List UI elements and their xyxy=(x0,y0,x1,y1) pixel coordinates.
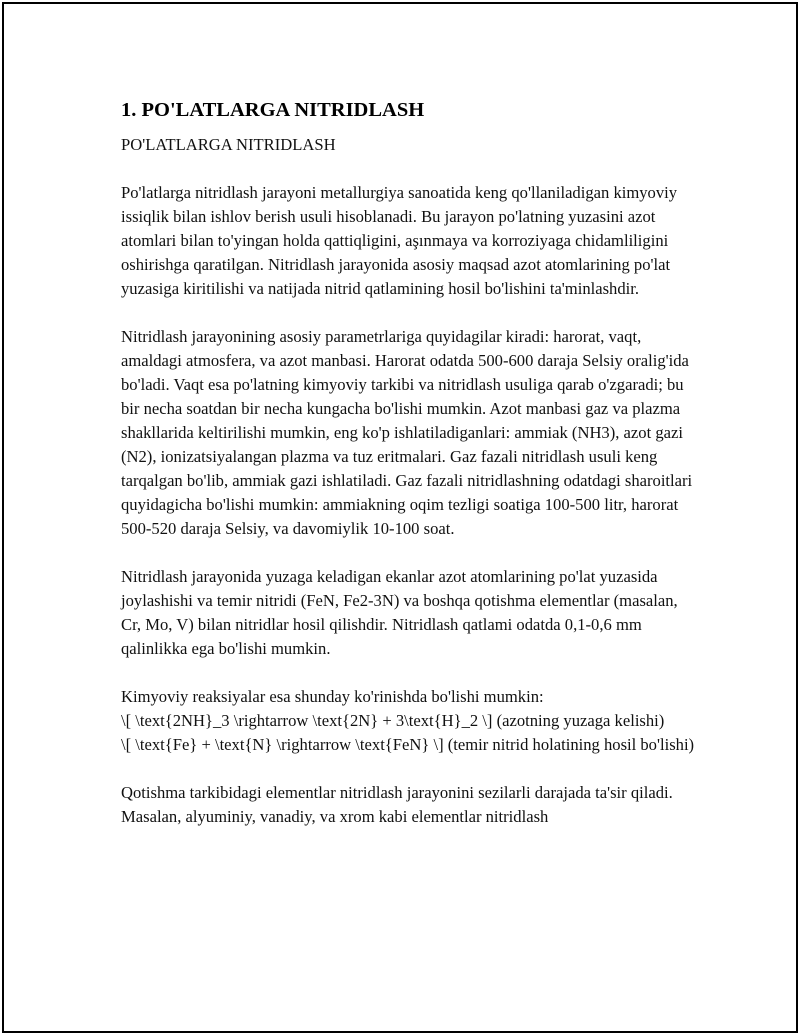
reactions-block xyxy=(121,685,701,757)
reactions-intro: Kimyoviy reaksiyalar esa shunday ko'rinishda bo'lishi mumkin: xyxy=(121,687,544,706)
document-heading: 1. PO'LATLARGA NITRIDLASH xyxy=(121,99,425,121)
paragraph-parameters: Nitridlash jarayonining asosiy parametrlariga quyidagilar kiradi: harorat, vaqt, amaldagi atmosfera, va azot manbasi. Harorat odatda 500-600 daraja Selsiy oralig'ida bo'ladi. Vaqt esa po'latning kimyoviy tarkibi va nitridlash usuliga qarab o'zgaradi; bu bir necha soatdan bir necha kungacha bo'lishi mumkin. Azot manbasi gaz va plazma shakllarida keltirilishi mumkin, eng ko'p ishlatiladiganlari: ammiak (NH3), azot gazi (N2), ionizatsiyalangan plazma va tuz eritmalari. Gaz fazali nitridlash usuli keng tarqalgan bo'lib, ammiak gazi ishlatiladi. Gaz fazali nitridlashning odatdagi sharoitlari quyidagicha bo'lishi mumkin: ammiakning oqim tezligi soatiga 100-500 litr, harorat 500-520 daraja Selsiy, va davomiylik 10-100 soat. xyxy=(121,327,693,538)
paragraph-intro: Po'latlarga nitridlash jarayoni metallurgiya sanoatida keng qo'llaniladigan kimyoviy issiqlik bilan ishlov berish usuli hisoblanadi. Bu jarayon po'latning yuzasini azot atomlari bilan to'yingan holda qattiqligini, aşınmaya va korroziyaga chidamliligini oshirishga qaratilgan. Nitridlash jarayonida asosiy maqsad azot atomlarining po'lat yuzasiga kiritilishi va natijada nitrid qatlamining hosil bo'lishini ta'minlashdir. xyxy=(121,183,678,298)
page-frame xyxy=(2,2,798,1033)
reaction-iron-nitride: \[ \text{Fe} + \text{N} \rightarrow \text{FeN} \] (temir nitrid holatining hosil bo'lishi) xyxy=(121,735,695,754)
paragraph-nitride-layer: Nitridlash jarayonida yuzaga keladigan ekanlar azot atomlarining po'lat yuzasida joylashishi va temir nitridi (FeN, Fe2-3N) va boshqa qotishma elementlar (masalan, Cr, Mo, V) bilan nitridlar hosil qilishdir. Nitridlash qatlami odatda 0,1-0,6 mm qalinlikka ega bo'lishi mumkin. xyxy=(121,567,678,658)
document-body xyxy=(121,96,701,829)
reaction-ammonia: \[ \text{2NH}_3 \rightarrow \text{2N} + 3\text{H}_2 \] (azotning yuzaga kelishi) xyxy=(121,711,665,730)
paragraph-alloy-elements: Qotishma tarkibidagi elementlar nitridlash jarayonini sezilarli darajada ta'sir qiladi. Masalan, alyuminiy, vanadiy, va xrom kabi elementlar nitridlash xyxy=(121,783,673,826)
document-subtitle: PO'LATLARGA NITRIDLASH xyxy=(121,135,336,154)
